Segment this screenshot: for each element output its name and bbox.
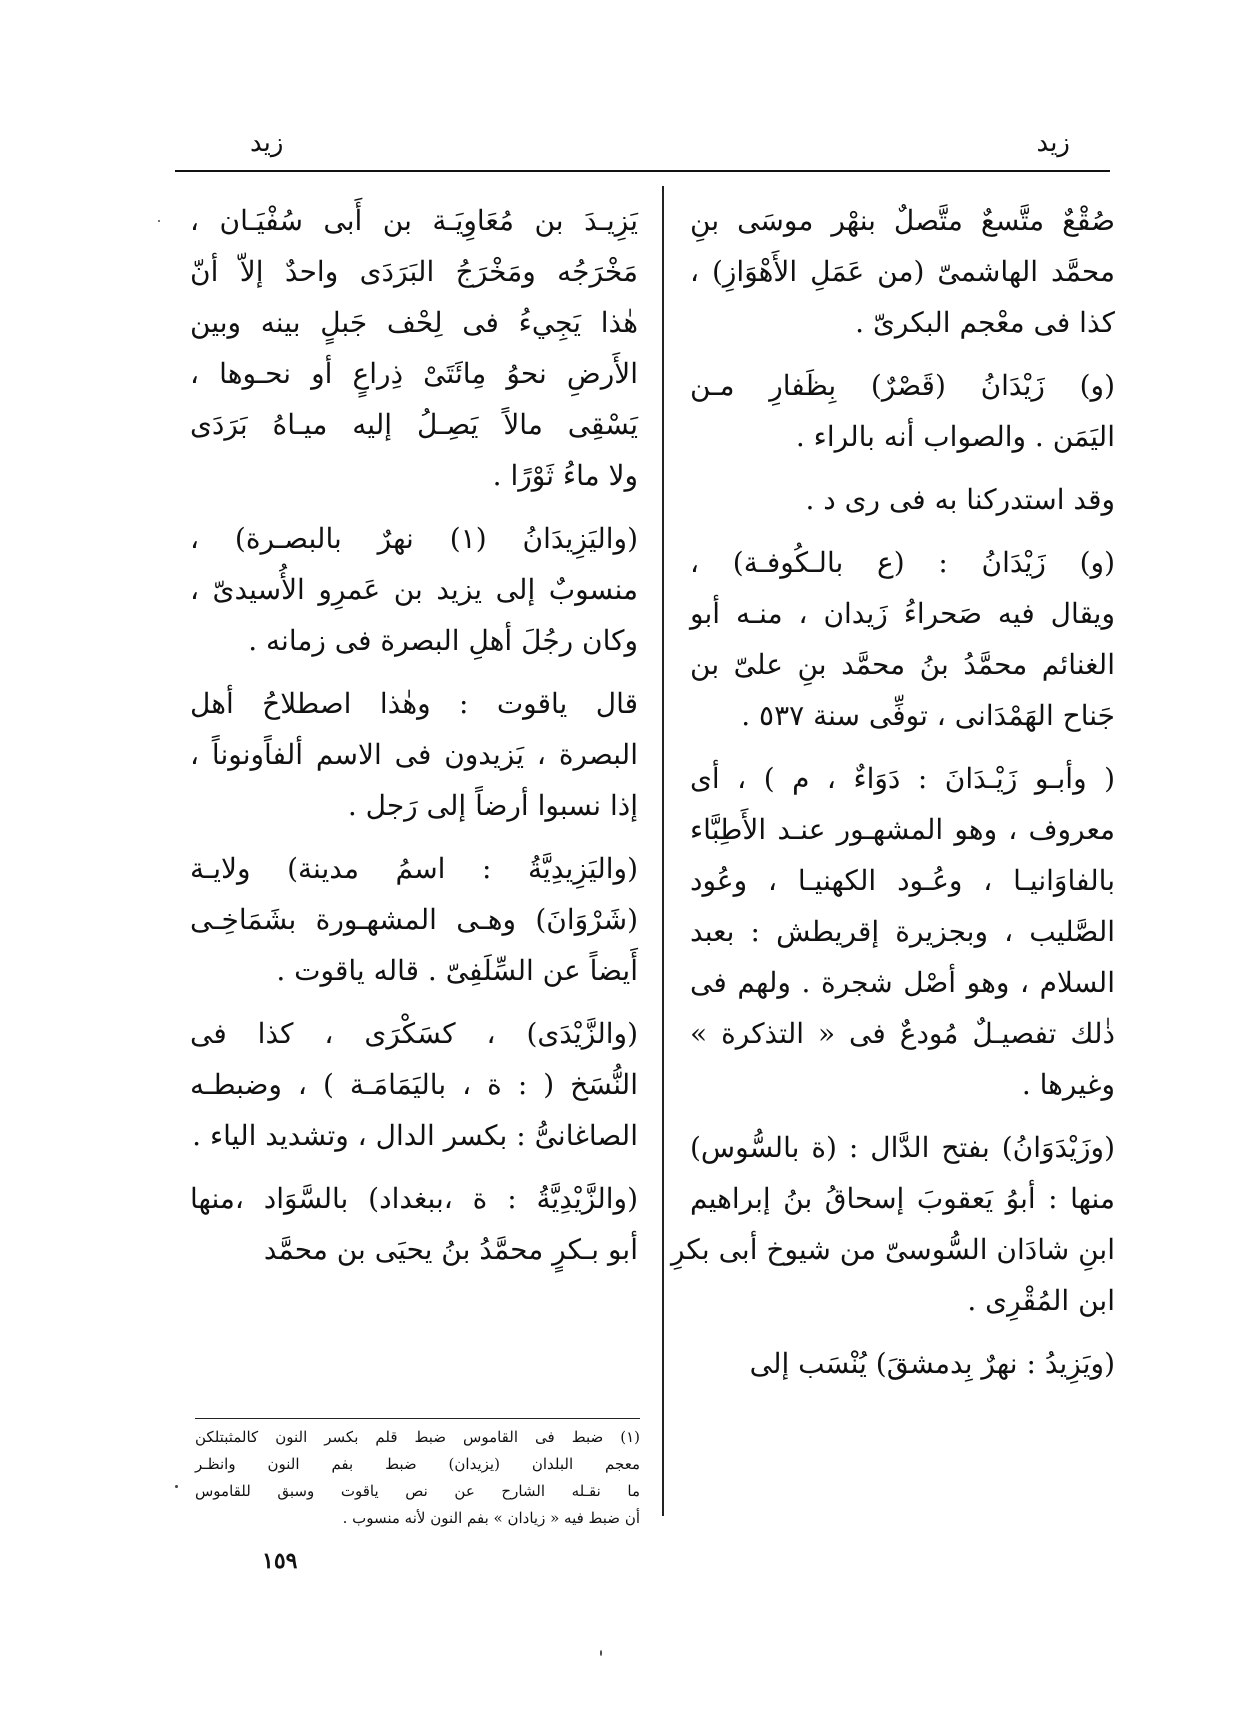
running-head-right: زيد bbox=[1036, 128, 1070, 158]
text-line: صُقْعٌ متَّسعٌ متَّصلٌ بنهْر موسَى بنِ bbox=[690, 204, 1115, 237]
scan-speck bbox=[600, 1650, 602, 1656]
text-line: أَيضاً عن السِّلَفِىّ . قاله ياقوت . bbox=[276, 954, 638, 987]
text-line: كذا فى معْجم البكرىّ . bbox=[855, 306, 1115, 339]
text-line: النُّسَخ ( : ة ، باليَمَامَـة ) ، وضبطـه bbox=[190, 1068, 638, 1101]
dictionary-entry bbox=[690, 474, 1115, 525]
dictionary-entry bbox=[690, 1338, 1115, 1389]
text-line: الصَّليب ، وبجزيرة إقريطش : بعبد bbox=[690, 915, 1115, 948]
text-line: (ويَزِيدُ : نهرٌ بِدمشقَ) يُنْسَب إلى bbox=[749, 1347, 1115, 1380]
text-line: (وزَيْدَوَانُ) بفتح الدَّال : (ة بالسُّوس) bbox=[690, 1131, 1115, 1164]
text-line: يَسْقِى مالاً يَصِـلُ إليه ميـاهُ بَرَدَى bbox=[190, 408, 638, 441]
text-line: إذا نسبوا أرضاً إلى رَجل . bbox=[347, 789, 638, 822]
text-line: (واليَزِيدِيَّةُ : اسمُ مدينة) ولايـة bbox=[190, 852, 638, 885]
text-line: الأَرضِ نحوُ مِائَتَىْ ذِراعٍ أو نحـوها ، bbox=[190, 357, 638, 390]
dictionary-entry bbox=[190, 1008, 638, 1161]
text-line: (والزَّيْدَى) ، كسَكْرَى ، كذا فى bbox=[190, 1017, 638, 1050]
text-line: (والزَّيْدِيَّةُ : ة ،ببغداد) بالسَّوَاد ،منها bbox=[190, 1182, 638, 1215]
text-line: بالفاوَانيـا ، وعُـود الكهنيـا ، وعُود bbox=[690, 864, 1115, 897]
text-line: ولا ماءُ ثَوْرًا . bbox=[492, 459, 638, 492]
text-line: (و) زَيْدَانُ : (ع بالـكُوفـة) ، bbox=[690, 546, 1115, 579]
text-line: البصرة ، يَزيدون فى الاسم ألفاًونوناً ، bbox=[190, 738, 638, 771]
dictionary-entry bbox=[190, 195, 638, 501]
page-number: ١٥٩ bbox=[262, 1548, 298, 1574]
text-line: جَناح الهَمْدَانى ، توفِّى سنة ٥٣٧ . bbox=[741, 699, 1115, 732]
page-header bbox=[175, 128, 1110, 172]
footnotes bbox=[195, 1424, 640, 1532]
text-line: السلام ، وهو أصْل شجرة . ولهم فى bbox=[690, 966, 1115, 999]
running-head-left: زيد bbox=[250, 128, 284, 158]
dictionary-entry bbox=[190, 678, 638, 831]
text-line: وغيرها . bbox=[1021, 1068, 1115, 1101]
dictionary-entry bbox=[690, 360, 1115, 462]
scan-speck bbox=[158, 220, 160, 222]
footnote-line: ما نقـله الشارح عن نص ياقوت وسبق للقاموس bbox=[195, 1482, 640, 1500]
text-line: ابن المُقْرِى . bbox=[967, 1284, 1115, 1317]
footnote-line: معجم البلدان (يزيدان) ضبط بفم النون وانظـر bbox=[195, 1455, 640, 1473]
footnote-line: (١) ضبط فى القاموس ضبط قلم بكسر النون كالمثبتلكن bbox=[195, 1428, 640, 1446]
text-line: ويقال فيه صَحراءُ زَيدان ، منـه أبو bbox=[690, 597, 1115, 630]
text-line: ابنِ شادَان السُّوسىّ من شيوخ أبى بكرِ bbox=[670, 1233, 1115, 1266]
dictionary-entry bbox=[670, 1122, 1115, 1326]
text-line: (و) زَيْدَانُ (قَصْرٌ) بِظَفارِ مـن bbox=[690, 369, 1115, 402]
text-line: الغنائم محمَّدُ بنُ محمَّد بنِ علىّ بن bbox=[690, 648, 1115, 681]
right-column bbox=[670, 195, 1115, 1401]
text-line: مَخْرَجُه ومَخْرَجُ البَرَدَى واحدٌ إلاّ أنّ bbox=[190, 255, 638, 288]
text-line: يَزِيـدَ بن مُعَاوِيَـة بن أَبى سُفْيَـان ، bbox=[190, 204, 638, 237]
text-line: وكان رجُلَ أهلِ البصرة فى زمانه . bbox=[248, 624, 638, 657]
text-line: وقد استدركنا به فى رى د . bbox=[805, 483, 1115, 516]
text-line: (شَرْوَانَ) وهـى المشهـورة بشَمَاخِـى bbox=[190, 903, 638, 936]
text-line: أبو بـكرٍ محمَّدُ بنُ يحيَى بن محمَّد bbox=[263, 1233, 638, 1266]
text-line: ذٰلك تفصيـلٌ مُودعٌ فى « التذكرة » bbox=[690, 1017, 1115, 1050]
dictionary-entry bbox=[690, 195, 1115, 348]
text-line: معروف ، وهو المشهـور عنـد الأَطِبَّاء bbox=[690, 813, 1115, 846]
scan-speck bbox=[175, 1485, 178, 1488]
text-line: اليَمَن . والصواب أنه بالراء . bbox=[795, 420, 1115, 453]
footnote-line: أن ضبط فيه « زيادان » بفم النون لأنه منسوب . bbox=[342, 1509, 640, 1527]
text-line: محمَّد الهاشمىّ (من عَمَلِ الأَهْوَازِ) ، bbox=[690, 255, 1115, 288]
dictionary-entry bbox=[190, 1173, 638, 1275]
text-line: الصاغانىُّ : بكسر الدال ، وتشديد الياء . bbox=[192, 1119, 638, 1152]
dictionary-entry bbox=[190, 513, 638, 666]
text-line: ( وأبـو زَيْـدَانَ : دَوَاءٌ ، م ) ، أى bbox=[690, 762, 1115, 795]
text-line: هٰذا يَجِيءُ فى لِحْف جَبلٍ بينه وبين bbox=[190, 306, 638, 339]
text-line: (واليَزِيدَانُ (١) نهرٌ بالبصـرة) ، bbox=[190, 522, 638, 555]
text-line: منها : أبوُ يَعقوبَ إسحاقُ بنُ إبراهيم bbox=[690, 1182, 1115, 1215]
header-rule bbox=[175, 170, 1110, 172]
text-line: قال ياقوت : وهٰذا اصطلاحُ أهل bbox=[190, 687, 638, 720]
column-divider bbox=[662, 186, 664, 1516]
dictionary-entry bbox=[690, 537, 1115, 741]
dictionary-entry bbox=[690, 753, 1115, 1110]
footnote-rule bbox=[195, 1418, 640, 1419]
text-line: منسوبٌ إلى يزيد بن عَمرِو الأُسيدىّ ، bbox=[190, 573, 638, 606]
dictionary-entry bbox=[190, 843, 638, 996]
left-column bbox=[190, 195, 638, 1287]
